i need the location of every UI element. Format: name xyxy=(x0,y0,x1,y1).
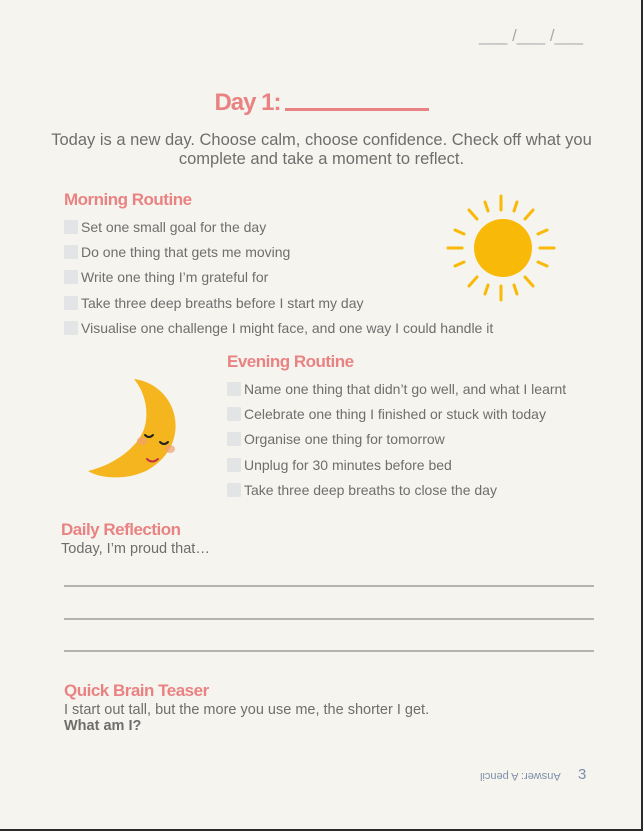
checkbox[interactable] xyxy=(227,407,241,421)
checklist-label: Write one thing I’m grateful for xyxy=(81,269,269,286)
checkbox[interactable] xyxy=(227,432,241,446)
checklist-label: Unplug for 30 minutes before bed xyxy=(244,456,452,473)
checklist-label: Organise one thing for tomorrow xyxy=(244,431,445,448)
checklist-item[interactable] xyxy=(64,290,493,315)
teaser-riddle: I start out tall, but the more you use me, the shorter I get. xyxy=(64,702,430,718)
day-label: Day 1: xyxy=(214,89,281,116)
checklist-item[interactable] xyxy=(64,265,493,290)
checklist-item[interactable] xyxy=(227,376,566,401)
evening-heading: Evening Routine xyxy=(227,352,354,371)
checklist-item[interactable] xyxy=(227,401,566,426)
checklist-item[interactable] xyxy=(64,214,493,239)
teaser-heading: Quick Brain Teaser xyxy=(64,681,209,700)
checklist-label: Celebrate one thing I finished or stuck with today xyxy=(244,405,546,422)
day-name-blank[interactable] xyxy=(285,106,429,111)
writing-line[interactable] xyxy=(64,650,594,652)
checklist-item[interactable] xyxy=(64,239,493,264)
checklist-item[interactable] xyxy=(227,477,566,502)
writing-line[interactable] xyxy=(64,585,594,587)
checklist-label: Do one thing that gets me moving xyxy=(81,243,291,260)
page-title xyxy=(0,89,643,117)
writing-line[interactable] xyxy=(64,618,594,620)
page-number: 3 xyxy=(578,766,587,783)
checkbox[interactable] xyxy=(64,245,78,259)
checklist-label: Name one thing that didn’t go well, and what I learnt xyxy=(244,380,567,397)
teaser-answer-upside-down: Answer: A pencil xyxy=(480,770,561,782)
checklist-item[interactable] xyxy=(227,427,566,452)
checklist-item[interactable] xyxy=(64,315,493,340)
checkbox[interactable] xyxy=(64,220,78,234)
checkbox[interactable] xyxy=(64,296,78,310)
checkbox[interactable] xyxy=(227,458,241,472)
checklist-label: Visualise one challenge I might face, and one way I could handle it xyxy=(81,319,494,336)
checkbox[interactable] xyxy=(227,483,241,497)
date-field[interactable]: ___ /___ /___ xyxy=(479,26,583,45)
morning-checklist xyxy=(64,214,493,340)
checklist-item[interactable] xyxy=(227,452,566,477)
intro-text: Today is a new day. Choose calm, choose confidence. Check off what you complete and take a moment to reflect. xyxy=(51,131,592,168)
checklist-label: Take three deep breaths before I start my day xyxy=(81,294,364,311)
morning-heading: Morning Routine xyxy=(64,190,192,209)
reflection-heading: Daily Reflection xyxy=(61,520,181,539)
checkbox[interactable] xyxy=(64,321,78,335)
reflection-prompt: Today, I’m proud that… xyxy=(61,541,210,557)
moon-icon xyxy=(84,375,186,483)
sun-icon xyxy=(444,192,558,304)
evening-checklist xyxy=(227,376,566,502)
teaser-question: What am I? xyxy=(64,718,142,734)
checkbox[interactable] xyxy=(227,382,241,396)
checklist-label: Take three deep breaths to close the day xyxy=(244,481,497,498)
checkbox[interactable] xyxy=(64,270,78,284)
checklist-label: Set one small goal for the day xyxy=(81,218,267,235)
